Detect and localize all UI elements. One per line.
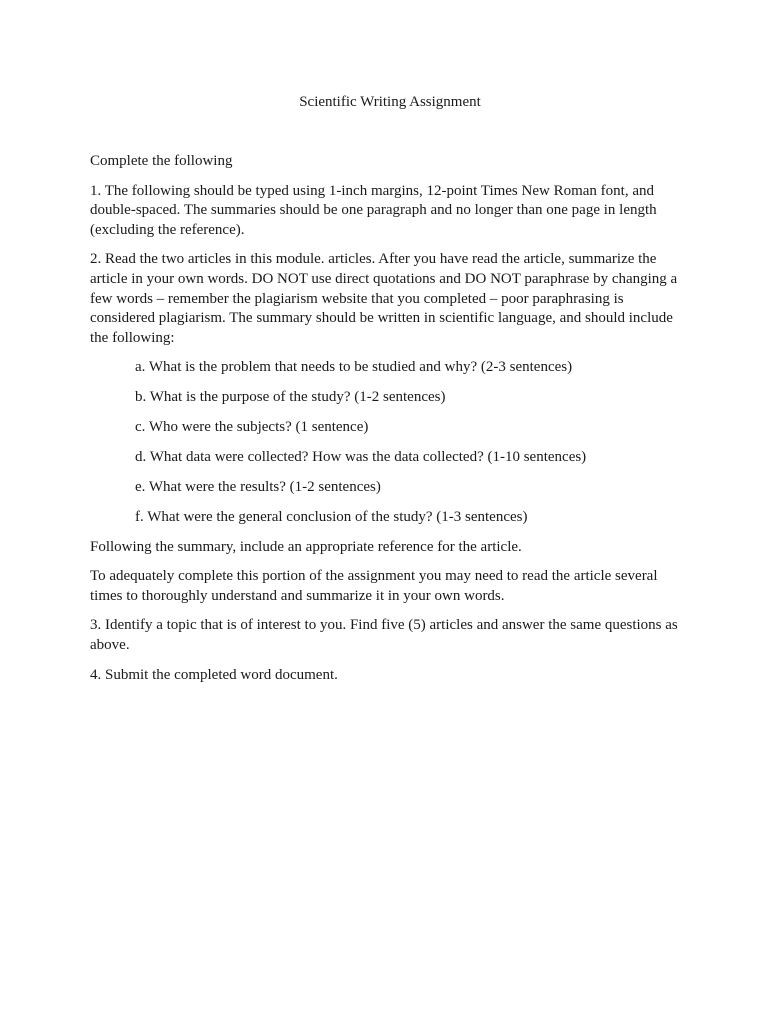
question-e: e. What were the results? (1-2 sentences) xyxy=(135,478,381,495)
document-page xyxy=(90,92,682,695)
document-title: Scientific Writing Assignment xyxy=(299,94,481,110)
reference-paragraph: Following the summary, include an appropriate reference for the article. xyxy=(90,538,522,555)
instruction-item-2: 2. Read the two articles in this module. articles. After you have read the article, summarize the article in your own words. DO NOT use direct quotations and DO NOT paraphrase by changing a few words – remember the plagiarism website that you completed – poor paraphrasing is considered plagiarism. The summary should be written in scientific language, and should include the following: xyxy=(90,251,678,346)
question-list xyxy=(90,358,682,527)
adequacy-paragraph: To adequately complete this portion of the assignment you may need to read the article several times to thoroughly understand and summarize it in your own words. xyxy=(90,568,658,604)
question-c: c. Who were the subjects? (1 sentence) xyxy=(135,419,369,436)
question-b: b. What is the purpose of the study? (1-2 sentences) xyxy=(135,389,446,406)
instruction-item-1: 1. The following should be typed using 1-inch margins, 12-point Times New Roman font, and double-spaced. The summaries should be one paragraph and no longer than one page in length (excluding the reference). xyxy=(90,182,657,238)
question-d: d. What data were collected? How was the data collected? (1-10 sentences) xyxy=(135,449,587,466)
instruction-item-4: 4. Submit the completed word document. xyxy=(90,666,338,683)
question-f: f. What were the general conclusion of the study? (1-3 sentences) xyxy=(135,508,528,525)
intro-paragraph: Complete the following xyxy=(90,153,233,169)
instruction-item-3: 3. Identify a topic that is of interest to you. Find five (5) articles and answer the same questions as above. xyxy=(90,617,678,654)
question-a: a. What is the problem that needs to be studied and why? (2-3 sentences) xyxy=(135,359,573,376)
